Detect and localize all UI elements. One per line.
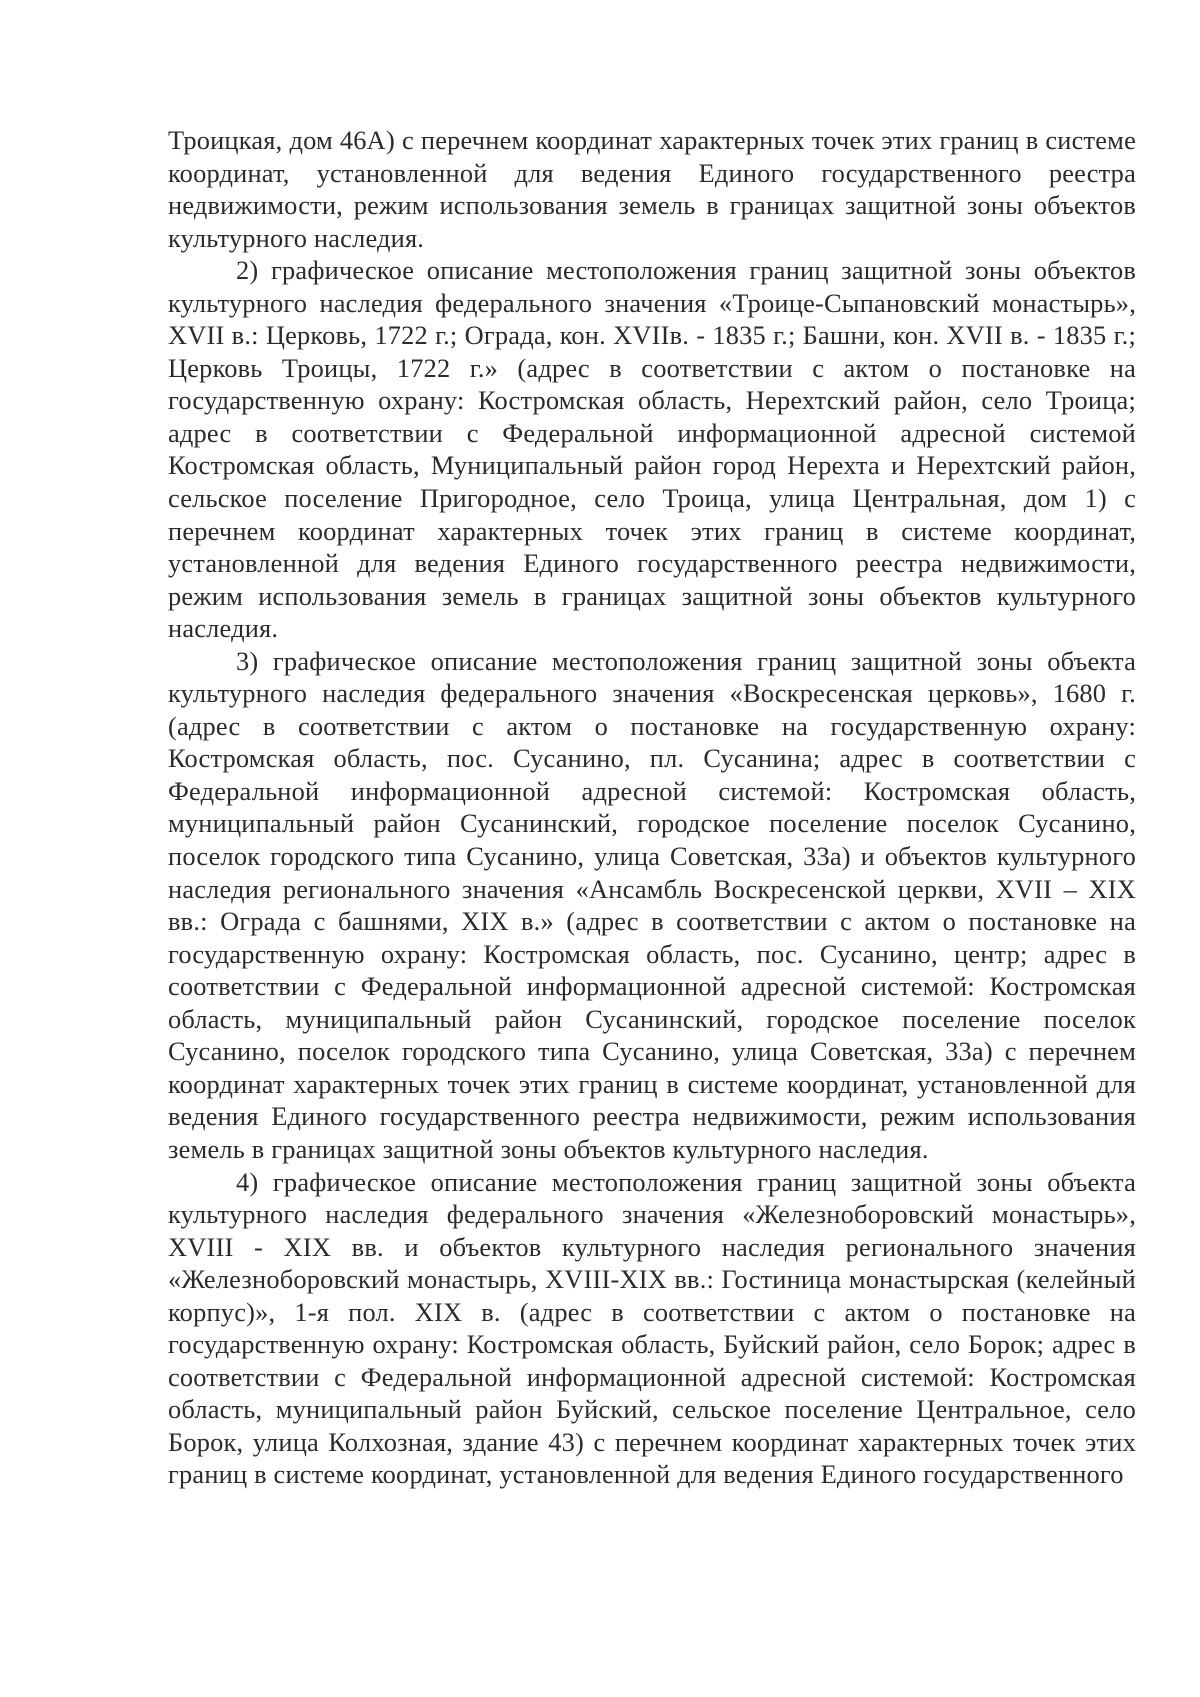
paragraph-continuation: Троицкая, дом 46А) с перечнем координат характерных точек этих границ в системе координат, установленной для ведения Единого государственного реестра недвижимости, режим использования земель в границах защитной зоны объектов культурного наследия.: [168, 125, 1136, 253]
paragraph-item-4: 4) графическое описание местоположения границ защитной зоны объекта культурного наследия федерального значения «Железноборовский монастырь», XVIII - XIX вв. и объектов культурного наследия регионального значения «Железноборовский монастырь, XVIII-XIX вв.: Гостиница монастырская (келейный корпус)», 1-я пол. XIX в. (адрес в соответствии с актом о постановке на государственную охрану: Костромская область, Буйский район, село Борок; адрес в соответствии с Федеральной информационной адресной системой: Костромская область, муниципальный район Буйский, сельское поселение Центральное, село Борок, улица Колхозная, здание 43) с перечнем координат характерных точек этих границ в системе координат, установленной для ведения Единого государственного: [168, 1166, 1136, 1490]
document-body: [168, 124, 1136, 1491]
paragraph-item-2: 2) графическое описание местоположения границ защитной зоны объектов культурного наследия федерального значения «Троице-Сыпановский монастырь», XVII в.: Церковь, 1722 г.; Ограда, кон. XVIIв. - 1835 г.; Башни, кон. XVII в. - 1835 г.; Церковь Троицы, 1722 г.» (адрес в соответствии с актом о постановке на государственную охрану: Костромская область, Нерехтский район, село Троица; адрес в соответствии с Федеральной информационной адресной системой Костромская область, Муниципальный район город Нерехта и Нерехтский район, сельское поселение Пригородное, село Троица, улица Центральная, дом 1) с перечнем координат характерных точек этих границ в системе координат, установленной для ведения Единого государственного реестра недвижимости, режим использования земель в границах защитной зоны объектов культурного наследия.: [168, 255, 1136, 644]
paragraph-item-3: 3) графическое описание местоположения границ защитной зоны объекта культурного наследия федерального значения «Воскресенская церковь», 1680 г. (адрес в соответствии с актом о постановке на государственную охрану: Костромская область, пос. Сусанино, пл. Сусанина; адрес в соответствии с Федеральной информационной адресной системой: Костромская область, муниципальный район Сусанинский, городское поселение поселок Сусанино, поселок городского типа Сусанино, улица Советская, 33а) и объектов культурного наследия регионального значения «Ансамбль Воскресенской церкви, XVII – XIX вв.: Ограда с башнями, XIX в.» (адрес в соответствии с актом о постановке на государственную охрану: Костромская область, пос. Сусанино, центр; адрес в соответствии с Федеральной информационной адресной системой: Костромская область, муниципальный район Сусанинский, городское поселение поселок Сусанино, поселок городского типа Сусанино, улица Советская, 33а) с перечнем координат характерных точек этих границ в системе координат, установленной для ведения Единого государственного реестра недвижимости, режим использования земель в границах защитной зоны объектов культурного наследия.: [168, 645, 1136, 1164]
